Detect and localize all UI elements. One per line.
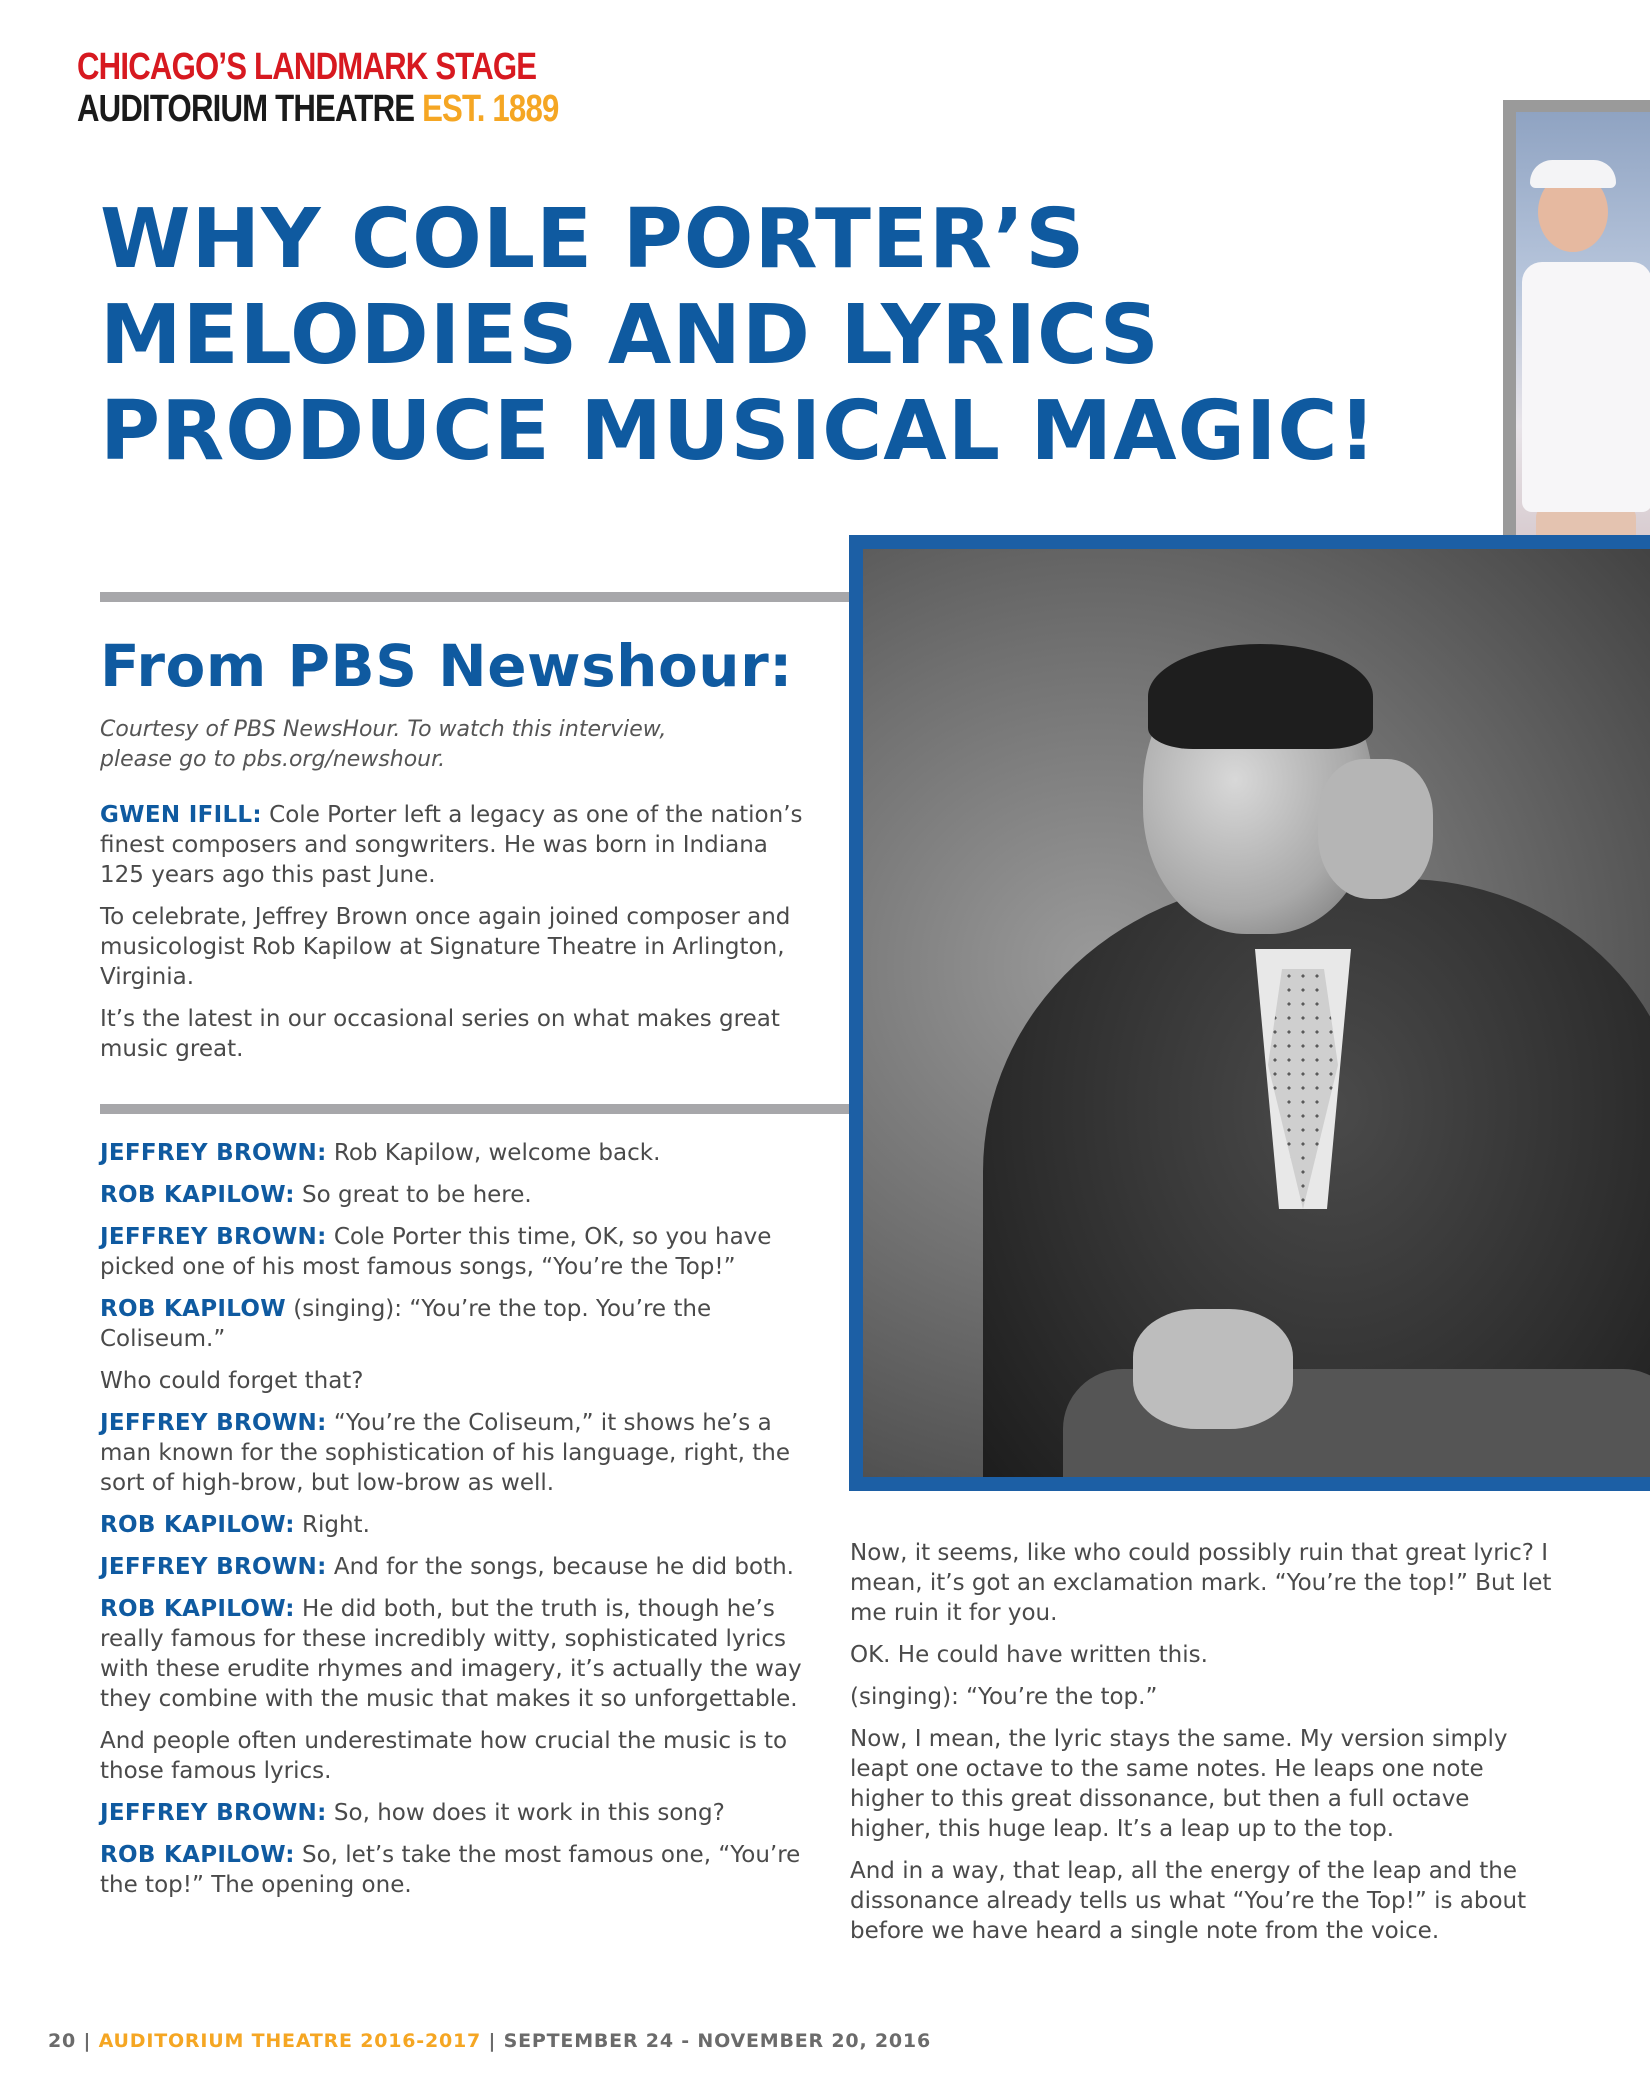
paragraph [100,1138,810,1168]
courtesy-note [100,715,800,775]
paragraph [100,1552,810,1582]
paragraph-text: Who could forget that? [100,1368,364,1394]
publication-logo [77,46,664,130]
paragraph-text: So great to be here. [294,1182,532,1208]
paragraph-text: “You’re the Coliseum,” it shows he’s a man known for the sophistication of his language, right, the sort of high-brow, but low-brow as well. [100,1410,791,1496]
speaker-name: JEFFREY BROWN: [100,1800,327,1826]
speaker-name: ROB KAPILOW: [100,1512,295,1538]
headline-line: PRODUCE MUSICAL MAGIC! [100,384,1377,479]
paragraph [100,1840,810,1900]
speaker-name: ROB KAPILOW: [100,1182,295,1208]
paragraph [100,1294,810,1354]
speaker-name: ROB KAPILOW [100,1296,286,1322]
paragraph [100,1594,810,1714]
footer-dates: | SEPTEMBER 24 - NOVEMBER 20, 2016 [488,2030,931,2052]
paragraph [100,1222,810,1282]
paragraph-text: It’s the latest in our occasional series on what makes great music great. [100,1006,780,1062]
speaker-name: JEFFREY BROWN: [100,1140,327,1166]
paragraph [100,1726,810,1786]
paragraph [100,1408,810,1498]
section-divider [100,1104,850,1114]
paragraph-text: And for the songs, because he did both. [326,1554,794,1580]
paragraph [100,902,810,992]
paragraph-text: Cole Porter this time, OK, so you have picked one of his most famous songs, “You’re the Top!” [100,1224,772,1280]
paragraph: Now, it seems, like who could possibly ruin that great lyric? I mean, it’s got an exclamation mark. “You’re the top!” But let me ruin it for you. [850,1540,1552,1626]
speaker-name: ROB KAPILOW: [100,1596,295,1622]
paragraph-text: Rob Kapilow, welcome back. [326,1140,661,1166]
paragraph-text: He did both, but the truth is, though he’s really famous for these incredibly witty, sophisticated lyrics with these erudite rhymes and imagery, it’s actually the way they combine with the music that makes it so unforgettable. [100,1596,802,1712]
paragraph-text: So, let’s take the most famous one, “You’re the top!” The opening one. [100,1842,801,1898]
speaker-name: ROB KAPILOW: [100,1842,295,1868]
paragraph [100,1004,810,1064]
section-title: From PBS Newshour: [100,632,793,700]
paragraph-text: And people often underestimate how crucial the music is to those famous lyrics. [100,1728,788,1784]
speaker-name: JEFFREY BROWN: [100,1554,327,1580]
paragraph-text: Right. [294,1512,370,1538]
headline-line: WHY COLE PORTER’S [100,192,1086,287]
paragraph [100,1180,810,1210]
page-number: 20 | [48,2030,92,2052]
article-headline [100,192,1500,480]
section-divider [100,592,850,602]
paragraph-text: To celebrate, Jeffrey Brown once again joined composer and musicologist Rob Kapilow at Signature Theatre in Arlington, Virginia. [100,904,791,990]
page-footer [48,2030,931,2052]
logo-established: EST. 1889 [422,88,559,130]
paragraph: (singing): “You’re the top.” [850,1684,1158,1710]
paragraph [100,1366,810,1396]
interview-right-column [850,1538,1555,1958]
courtesy-line: please go to pbs.org/newshour. [100,747,446,772]
footer-publication: AUDITORIUM THEATRE 2016-2017 [98,2030,482,2052]
speaker-name: GWEN IFILL: [100,802,262,828]
portrait-image [863,549,1650,1477]
paragraph: Now, I mean, the lyric stays the same. My version simply leapt one octave to the same notes. He leaps one note higher to this great dissonance, but then a full octave higher, this huge leap. It’s a leap up to the top. [850,1726,1508,1842]
cole-porter-portrait [849,535,1650,1491]
paragraph-text: (singing): “You’re the top. You’re the Coliseum.” [100,1296,712,1352]
paragraph [100,1510,810,1540]
paragraph [100,800,810,890]
headline-line: MELODIES AND LYRICS [100,288,1160,383]
paragraph-text: So, how does it work in this song? [326,1800,725,1826]
logo-tagline: CHICAGO’S LANDMARK STAGE [77,46,537,88]
paragraph: And in a way, that leap, all the energy of the leap and the dissonance already tells us what “You’re the Top!” is about before we have heard a single note from the voice. [850,1858,1527,1944]
paragraph: OK. He could have written this. [850,1642,1208,1668]
paragraph-text: Cole Porter left a legacy as one of the nation’s finest composers and songwriters. He was born in Indiana 125 years ago this past June. [100,802,803,888]
paragraph [100,1798,810,1828]
speaker-name: JEFFREY BROWN: [100,1410,327,1436]
logo-name [77,88,558,130]
intro-text [100,800,810,1076]
courtesy-line: Courtesy of PBS NewsHour. To watch this interview, [100,717,667,742]
logo-theatre-name: AUDITORIUM THEATRE [77,88,415,130]
interview-left-column [100,1138,810,1912]
speaker-name: JEFFREY BROWN: [100,1224,327,1250]
